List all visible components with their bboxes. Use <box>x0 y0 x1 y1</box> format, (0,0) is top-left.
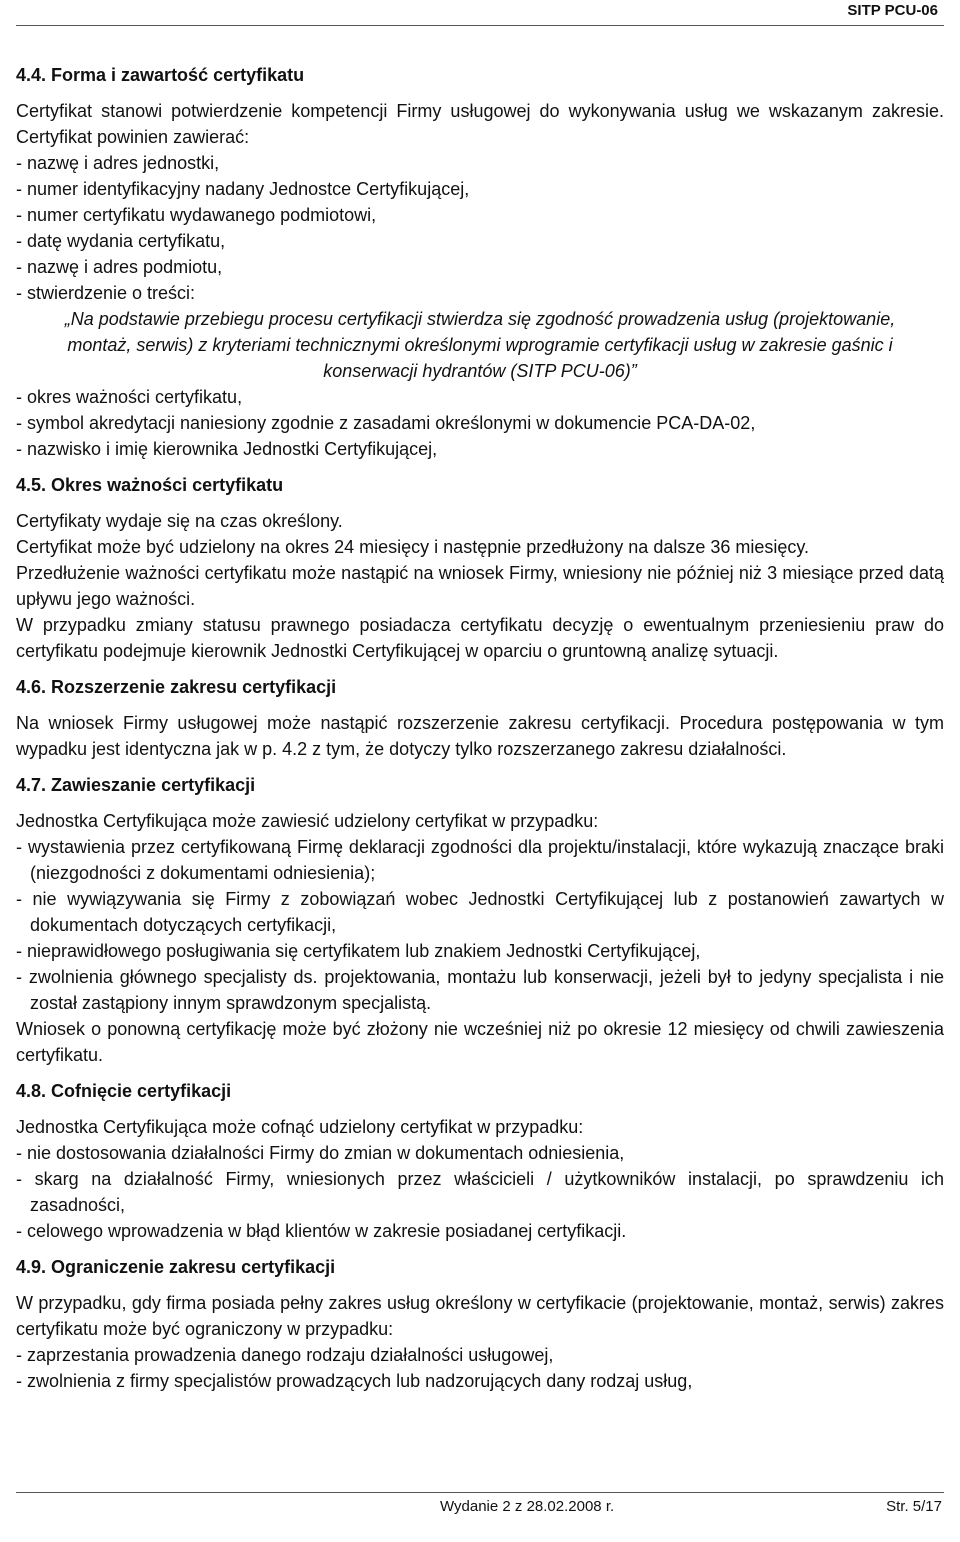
list-item: - nazwę i adres jednostki, <box>16 153 220 173</box>
paragraph: W przypadku zmiany statusu prawnego posiadacza certyfikatu decyzję o ewentualnym przeniesieniu praw do certyfikatu podejmuje kierownik Jednostki Certyfikującej w oparciu o gruntowną analizę sytuacji. <box>16 615 944 661</box>
paragraph: Certyfikat stanowi potwierdzenie kompetencji Firmy usługowej do wykonywania usług we wskazanym zakresie. Certyfikat powinien zawierać: <box>16 101 944 147</box>
footer-divider <box>16 1492 944 1493</box>
list-item: - symbol akredytacji naniesiony zgodnie z zasadami określonymi w dokumencie PCA-DA-02, <box>16 413 756 433</box>
section-heading-4-8: 4.8. Cofnięcie certyfikacji <box>16 1081 232 1101</box>
section-heading-4-6: 4.6. Rozszerzenie zakresu certyfikacji <box>16 677 337 697</box>
list-item: - datę wydania certyfikatu, <box>16 231 226 251</box>
section-heading-4-5: 4.5. Okres ważności certyfikatu <box>16 475 284 495</box>
list-item: - wystawienia przez certyfikowaną Firmę deklaracji zgodności dla projektu/instalacji, które wykazują znaczące braki (niezgodności z dokumentami odniesienia); <box>16 837 944 883</box>
list-item: - nie wywiązywania się Firmy z zobowiązań wobec Jednostki Certyfikującej lub z postanowień zawartych w dokumentach dotyczących certyfikacji, <box>16 889 944 935</box>
header-divider <box>16 25 944 26</box>
list-item: - okres ważności certyfikatu, <box>16 387 243 407</box>
document-code: SITP PCU-06 <box>847 2 938 19</box>
paragraph: Certyfikat może być udzielony na okres 24 miesięcy i następnie przedłużony na dalsze 36 miesięcy. <box>16 537 810 557</box>
list-item: - nieprawidłowego posługiwania się certyfikatem lub znakiem Jednostki Certyfikującej, <box>16 941 701 961</box>
list-item: - zaprzestania prowadzenia danego rodzaju działalności usługowej, <box>16 1345 554 1365</box>
paragraph: Na wniosek Firmy usługowej może nastąpić rozszerzenie zakresu certyfikacji. Procedura postępowania w tym wypadku jest identyczna jak w p. 4.2 z tym, że dotyczy tylko rozszerzanego zakresu działalności. <box>16 713 944 759</box>
paragraph: Wniosek o ponowną certyfikację może być złożony nie wcześniej niż po okresie 12 miesięcy od chwili zawieszenia certyfikatu. <box>16 1019 944 1065</box>
paragraph: Jednostka Certyfikująca może cofnąć udzielony certyfikat w przypadku: <box>16 1117 584 1137</box>
list-item: - nazwisko i imię kierownika Jednostki Certyfikującej, <box>16 439 438 459</box>
list-item: - celowego wprowadzenia w błąd klientów w zakresie posiadanej certyfikacji. <box>16 1221 627 1241</box>
document-body <box>16 62 944 1394</box>
list-item: - nie dostosowania działalności Firmy do zmian w dokumentach odniesienia, <box>16 1143 625 1163</box>
list-item: - skarg na działalność Firmy, wniesionych przez właścicieli / użytkowników instalacji, po sprawdzeniu ich zasadności, <box>16 1169 944 1215</box>
paragraph: Certyfikaty wydaje się na czas określony. <box>16 511 343 531</box>
paragraph: Przedłużenie ważności certyfikatu może nastąpić na wniosek Firmy, wniesiony nie później niż 3 miesiące przed datą upływu jego ważności. <box>16 563 944 609</box>
list-item: - nazwę i adres podmiotu, <box>16 257 223 277</box>
list-item: - stwierdzenie o treści: <box>16 283 196 303</box>
certificate-statement-quote: „Na podstawie przebiegu procesu certyfikacji stwierdza się zgodność prowadzenia usług (projektowanie, montaż, serwis) z kryteriami technicznymi określonymi wprogramie certyfikacji usług w zakresie gaśnic i konserwacji hydrantów (SITP PCU-06)” <box>64 309 896 381</box>
paragraph: W przypadku, gdy firma posiada pełny zakres usług określony w certyfikacie (projektowanie, montaż, serwis) zakres certyfikatu może być ograniczony w przypadku: <box>16 1293 944 1339</box>
edition-date: Wydanie 2 z 28.02.2008 r. <box>440 1498 615 1515</box>
list-item: - zwolnienia głównego specjalisty ds. projektowania, montażu lub konserwacji, jeżeli był to jedyny specjalista i nie został zastąpiony innym sprawdzonym specjalistą. <box>16 967 944 1013</box>
paragraph: Jednostka Certyfikująca może zawiesić udzielony certyfikat w przypadku: <box>16 811 599 831</box>
section-heading-4-7: 4.7. Zawieszanie certyfikacji <box>16 775 256 795</box>
section-heading-4-9: 4.9. Ograniczenie zakresu certyfikacji <box>16 1257 336 1277</box>
page-number: Str. 5/17 <box>886 1498 942 1515</box>
list-item: - numer certyfikatu wydawanego podmiotowi, <box>16 205 377 225</box>
list-item: - zwolnienia z firmy specjalistów prowadzących lub nadzorujących dany rodzaj usług, <box>16 1371 693 1391</box>
list-item: - numer identyfikacyjny nadany Jednostce Certyfikującej, <box>16 179 470 199</box>
section-heading-4-4: 4.4. Forma i zawartość certyfikatu <box>16 65 305 85</box>
